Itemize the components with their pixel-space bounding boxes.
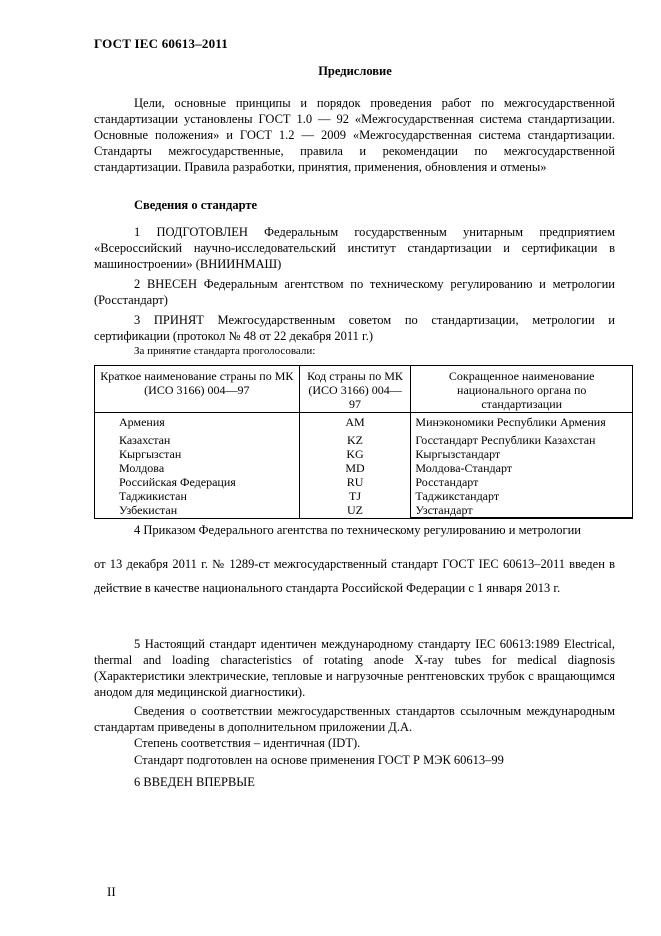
table-header-row (95, 366, 633, 413)
info-item-6: 6 ВВЕДЕН ВПЕРВЫЕ (134, 775, 255, 789)
standards-body: Кыргызстандарт (411, 447, 633, 461)
standards-body: Госстандарт Республики Казахстан (411, 433, 633, 447)
foreword-title: Предисловие (318, 64, 392, 78)
table-row (95, 447, 633, 461)
column-header-code: Код страны по МК (ИСО 3166) 004—97 (299, 366, 411, 413)
country-code: UZ (299, 503, 411, 518)
country-code: KG (299, 447, 411, 461)
standards-body: Молдова-Стандарт (411, 461, 633, 475)
country-code: TJ (299, 489, 411, 503)
table-row (95, 475, 633, 489)
table-row (95, 413, 633, 434)
table-row (95, 503, 633, 518)
country-code: MD (299, 461, 411, 475)
voting-countries-table (94, 365, 633, 519)
info-item-2: 2 ВНЕСЕН Федеральным агентством по техническому регулированию и метрологии (Росстандарт) (94, 277, 615, 307)
country-code: KZ (299, 433, 411, 447)
info-item-4 (94, 522, 615, 600)
country-name: Молдова (95, 461, 300, 475)
column-header-body: Сокращенное наименование национального органа по стандартизации (411, 366, 633, 413)
standards-body: Таджикстандарт (411, 489, 633, 503)
country-name: Таджикистан (95, 489, 300, 503)
standard-info-title: Сведения о стандарте (134, 198, 258, 212)
correspondence-degree: Степень соответствия – идентичная (IDT). (134, 736, 361, 750)
vote-caption: За принятие стандарта проголосовали: (134, 345, 316, 357)
table-row (95, 489, 633, 503)
correspondence-note: Сведения о соответствии межгосударственных стандартов ссылочным международным стандартам приведены в дополнительном приложении Д.А. (94, 704, 615, 734)
country-code: AM (299, 413, 411, 434)
country-name: Казахстан (95, 433, 300, 447)
foreword-text: Цели, основные принципы и порядок проведения работ по межгосударственной стандартизации установлены ГОСТ 1.0 — 92 «Межгосударственная система стандартизации. Основные положения» и ГОСТ 1.2 — 2009 «Межгосударственная система стандартизации. Стандарты межгосударственные, правила и рекомендации по межгосударственной стандартизации. Правила разработки, принятия, применения, обновления и отмены» (94, 96, 615, 174)
standard-basis: Стандарт подготовлен на основе применения ГОСТ Р МЭК 60613–99 (134, 753, 504, 767)
table-row (95, 433, 633, 447)
page-number: II (107, 884, 116, 899)
info-item-4-text: от 13 декабря 2011 г. № 1289-ст межгосударственный стандарт ГОСТ IEC 60613–2011 введен в действие в качестве национального стандарта Российской Федерации с 1 января 2013 г. (94, 557, 615, 595)
country-name: Российская Федерация (95, 475, 300, 489)
country-name: Кыргызстан (95, 447, 300, 461)
info-item-5: 5 Настоящий стандарт идентичен международному стандарту IEC 60613:1989 Electrical, thermal and loading characteristics of rotating anode X-ray tubes for medical diagnosis (Характеристики электрические, тепловые и нагрузочные рентгеновских трубок с вращающимся анодом для медицинской диагностики). (94, 637, 615, 699)
standards-body: Узстандарт (411, 503, 633, 518)
document-code: ГОСТ IEC 60613–2011 (94, 36, 228, 51)
country-name: Армения (95, 413, 300, 434)
table-row (95, 461, 633, 475)
country-code: RU (299, 475, 411, 489)
standards-body: Росстандарт (411, 475, 633, 489)
info-item-4-first-line: 4 Приказом Федерального агентства по техническому регулированию и метрологии (134, 523, 581, 537)
info-item-1: 1 ПОДГОТОВЛЕН Федеральным государственным унитарным предприятием «Всероссийский научно-исследовательский институт стандартизации и сертификации в машиностроении» (ВНИИНМАШ) (94, 225, 615, 271)
info-item-3: 3 ПРИНЯТ Межгосударственным советом по стандартизации, метрологии и сертификации (протокол № 48 от 22 декабря 2011 г.) (94, 313, 615, 343)
column-header-country: Краткое наименование страны по МК (ИСО 3166) 004—97 (95, 366, 300, 413)
country-name: Узбекистан (95, 503, 300, 518)
standards-body: Минэкономики Республики Армения (411, 413, 633, 434)
